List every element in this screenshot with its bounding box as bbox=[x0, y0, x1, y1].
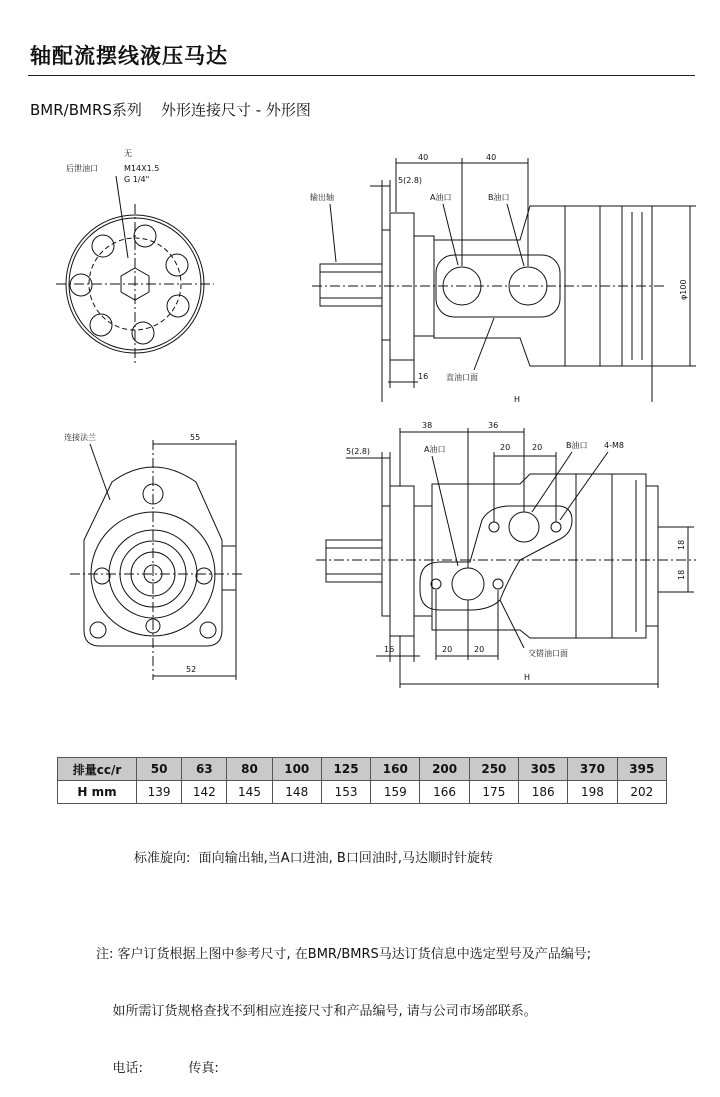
ordering-note bbox=[96, 907, 591, 1097]
cell-disp: 63 bbox=[182, 758, 227, 781]
row-label-displacement: 排量cc/r bbox=[58, 758, 137, 781]
label-port-b: B油口 bbox=[488, 193, 510, 202]
cell-disp: 125 bbox=[321, 758, 370, 781]
dim-dia-100: φ100 bbox=[679, 279, 688, 300]
label-connecting-flange: 连接法兰 bbox=[64, 433, 96, 442]
cell-disp: 395 bbox=[617, 758, 666, 781]
label-port-b-2: B油口 bbox=[566, 441, 588, 450]
cell-disp: 160 bbox=[371, 758, 420, 781]
cell-disp: 200 bbox=[420, 758, 469, 781]
cell-h: 202 bbox=[617, 781, 666, 804]
dim-40-left: 40 bbox=[418, 153, 429, 162]
row-label-h: H mm bbox=[58, 781, 137, 804]
dim-16-top: 16 bbox=[418, 372, 429, 381]
dim-20-bottom-left: 20 bbox=[442, 645, 453, 654]
dim-38: 38 bbox=[422, 421, 433, 430]
dim-16-bottom: 16 bbox=[384, 645, 395, 654]
label-4-m8: 4-M8 bbox=[604, 441, 624, 450]
cell-disp: 250 bbox=[469, 758, 518, 781]
dim-20-top-left: 20 bbox=[500, 443, 511, 452]
label-none: 无 bbox=[124, 149, 132, 158]
note-line-3: 电话: 传真: bbox=[96, 1061, 219, 1076]
cell-disp: 50 bbox=[137, 758, 182, 781]
standard-rotation-text: 标准旋向: 面向输出轴,当A口进油, B口回油时,马达顺时针旋转 bbox=[134, 851, 493, 866]
cell-h: 139 bbox=[137, 781, 182, 804]
label-port-a: A油口 bbox=[430, 193, 452, 202]
table-row-displacement bbox=[58, 758, 667, 781]
label-thread-g14: G 1/4" bbox=[124, 175, 150, 184]
cell-h: 175 bbox=[469, 781, 518, 804]
end-view-round bbox=[56, 176, 214, 364]
page-subtitle: BMR/BMRS系列 外形连接尺寸 - 外形图 bbox=[30, 101, 311, 119]
dim-40-right: 40 bbox=[486, 153, 497, 162]
cell-h: 166 bbox=[420, 781, 469, 804]
label-thread-m14: M14X1.5 bbox=[124, 164, 160, 173]
cell-disp: 80 bbox=[227, 758, 272, 781]
dim-5-28-bottom: 5(2.8) bbox=[346, 447, 371, 456]
cell-disp: 305 bbox=[519, 758, 568, 781]
cell-h: 153 bbox=[321, 781, 370, 804]
spec-table bbox=[57, 757, 667, 804]
side-view-cross-ports bbox=[316, 428, 696, 688]
dim-36: 36 bbox=[488, 421, 499, 430]
label-output-shaft: 输出轴 bbox=[310, 193, 334, 202]
dim-20-bottom-right: 20 bbox=[474, 645, 485, 654]
cell-h: 142 bbox=[182, 781, 227, 804]
dim-h-top: H bbox=[514, 395, 521, 404]
cell-h: 148 bbox=[272, 781, 321, 804]
dim-h-bottom: H bbox=[524, 673, 531, 682]
dim-55: 55 bbox=[190, 433, 201, 442]
label-cross-port-face: 交错油口面 bbox=[528, 649, 568, 658]
label-drain-port: 后泄油口 bbox=[66, 164, 98, 173]
cell-h: 186 bbox=[519, 781, 568, 804]
dim-18-top: 18 bbox=[677, 539, 686, 550]
dim-18-bottom: 18 bbox=[677, 569, 686, 580]
cell-h: 198 bbox=[568, 781, 617, 804]
cell-disp: 100 bbox=[272, 758, 321, 781]
label-port-a-2: A油口 bbox=[424, 445, 446, 454]
page-title: 轴配流摆线液压马达 bbox=[30, 44, 228, 68]
dim-5-28-top: 5(2.8) bbox=[398, 176, 423, 185]
label-straight-port-face: 直油口面 bbox=[446, 373, 478, 382]
note-line-1: 注: 客户订货根据上图中参考尺寸, 在BMR/BMRS马达订货信息中选定型号及产品编号; bbox=[96, 947, 592, 962]
end-view-flange bbox=[70, 440, 244, 680]
dim-52: 52 bbox=[186, 665, 197, 674]
cell-disp: 370 bbox=[568, 758, 617, 781]
cell-h: 145 bbox=[227, 781, 272, 804]
cell-h: 159 bbox=[371, 781, 420, 804]
note-line-2: 如所需订货规格查找不到相应连接尺寸和产品编号, 请与公司市场部联系。 bbox=[96, 1004, 537, 1019]
dim-20-top-right: 20 bbox=[532, 443, 543, 452]
table-row-h bbox=[58, 781, 667, 804]
